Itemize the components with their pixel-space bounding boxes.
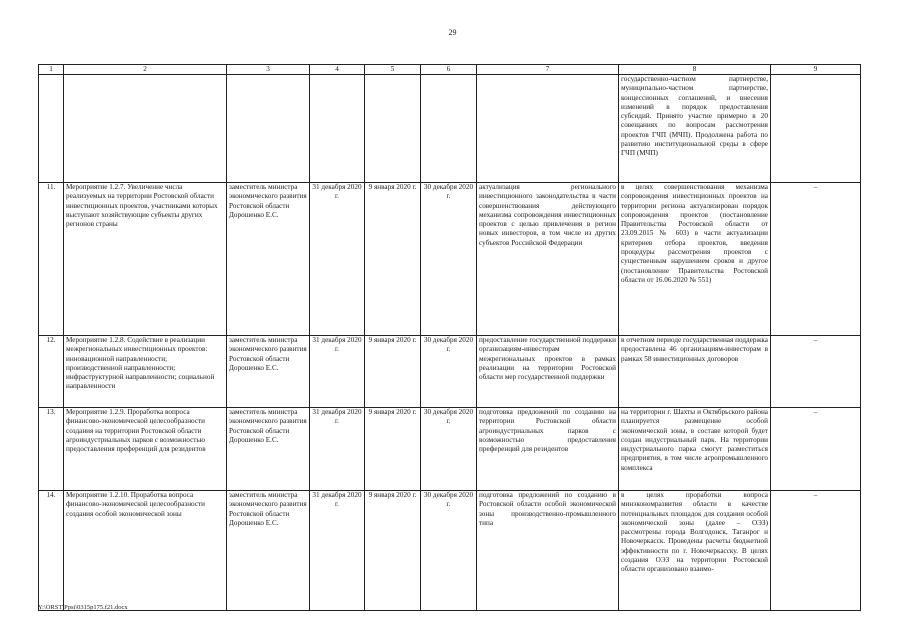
responsible-person: заместитель министра экономического развития Ростовской области Дорошенко Е.С. xyxy=(227,408,310,491)
responsible-person: заместитель министра экономического развития Ростовской области Дорошенко Е.С. xyxy=(227,183,310,336)
cell-empty xyxy=(64,75,227,183)
header-col-8: 8 xyxy=(619,65,771,75)
header-col-2: 2 xyxy=(64,65,227,75)
planned-date: 31 декабря 2020 г. xyxy=(310,183,365,336)
actual-result: на территории г. Шахты и Октябрьского района планируется размещение особой экономической зоны, в составе которой будет создан индустриальный парк. На территории индустриального парка смогут разместиться предприятия, в том числе агропромышленного комплекса xyxy=(619,408,771,491)
event-name: Мероприятие 1.2.9. Проработка вопроса финансово-экономической целесообразности создания на территории Ростовской области агроиндустриальных парков с возможностью предоставления преференций для резидентов xyxy=(64,408,227,491)
cell-empty xyxy=(227,75,310,183)
table-row xyxy=(39,336,861,408)
header-row xyxy=(39,65,861,75)
end-date: 30 декабря 2020 г. xyxy=(421,408,477,491)
header-col-1: 1 xyxy=(39,65,64,75)
file-path-footer: Y:\ORST\Ppsi\0315p175.f21.docx xyxy=(38,604,128,611)
continuation-row xyxy=(39,75,861,183)
row-number: 13. xyxy=(39,408,64,491)
start-date: 9 января 2020 г. xyxy=(365,336,421,408)
row-number: 11. xyxy=(39,183,64,336)
cell-empty xyxy=(310,75,365,183)
cell-empty xyxy=(365,75,421,183)
planned-date: 31 декабря 2020 г. xyxy=(310,491,365,611)
expected-result: предоставление государственной поддержки организациям-инвесторам межрегиональных проектов в рамках реализации на территории Ростовской области мер государственной поддержки xyxy=(477,336,619,408)
continued-result-text: государственно-частном партнерстве, муниципально-частном партнерстве, концессионных соглашений, и внесения изменений в порядок предоставления субсидий. Принято участие примерно в 20 совещаниях по вопросам рассмотрения проектов ГЧП (МЧП). Продолжена работа по развитию институциональной среды в сфере ГЧП (МЧП) xyxy=(619,75,771,183)
table-row xyxy=(39,408,861,491)
table-row xyxy=(39,183,861,336)
note: – xyxy=(771,491,861,611)
planned-date: 31 декабря 2020 г. xyxy=(310,408,365,491)
expected-result: актуализация регионального инвестиционного законодательства в части совершенствования действующего механизма сопровождения инвестиционных проектов с целью привлечения в регион новых инвесторов, в том числе из других субъектов Российской Федерации xyxy=(477,183,619,336)
note: – xyxy=(771,336,861,408)
actual-result: в отчетном периоде государственная поддержка предоставлена 46 организациям-инвесторам в рамках 58 инвестиционных договоров xyxy=(619,336,771,408)
header-col-9: 9 xyxy=(771,65,861,75)
header-col-7: 7 xyxy=(477,65,619,75)
end-date: 30 декабря 2020 г. xyxy=(421,336,477,408)
page-number: 29 xyxy=(448,28,457,37)
expected-result: подготовка предложений по созданию в Ростовской области особой экономической зоны производственно-промышленного типа xyxy=(477,491,619,611)
report-table xyxy=(38,64,861,611)
header-col-3: 3 xyxy=(227,65,310,75)
header-col-4: 4 xyxy=(310,65,365,75)
planned-date: 31 декабря 2020 г. xyxy=(310,336,365,408)
note: – xyxy=(771,408,861,491)
note: – xyxy=(771,183,861,336)
start-date: 9 января 2020 г. xyxy=(365,408,421,491)
start-date: 9 января 2020 г. xyxy=(365,183,421,336)
start-date: 9 января 2020 г. xyxy=(365,491,421,611)
end-date: 30 декабря 2020 г. xyxy=(421,491,477,611)
row-number: 12. xyxy=(39,336,64,408)
expected-result: подготовка предложений по созданию на территории Ростовской области агроиндустриальных парков с возможностью предоставления преференций для резидентов xyxy=(477,408,619,491)
responsible-person: заместитель министра экономического развития Ростовской области Дорошенко Е.С. xyxy=(227,336,310,408)
header-col-6: 6 xyxy=(421,65,477,75)
actual-result: в целях совершенствования механизма сопровождения инвестиционных проектов на территории региона актуализирован порядок сопровождения проектов (постановление Правительства Ростовской области от 23.09.2015 № 603) в части актуализации критериев отбора проектов, введения процедуры рассмотрения проектов с существенным нарушением сроков и другое (постановление Правительства Ростовской области от 16.06.2020 № 551) xyxy=(619,183,771,336)
row-number: 14. xyxy=(39,491,64,611)
cell-empty xyxy=(421,75,477,183)
cell-empty xyxy=(771,75,861,183)
event-name: Мероприятие 1.2.8. Содействие в реализации межрегиональных инвестиционных проектов: инновационной направленности; производственной направленности; инфраструктурной направленности; социальной направленности xyxy=(64,336,227,408)
cell-empty xyxy=(39,75,64,183)
header-col-5: 5 xyxy=(365,65,421,75)
actual-result: в целях проработки вопроса минэкономразвития области в качестве потенциальных площадок для создания особой экономической зоны (далее – ОЭЗ) рассмотрены города Волгодонск, Таганрог и Новочеркасск. Проведены расчеты бюджетной эффективности по г. Новочеркасску. В целях создания ОЭЗ на территории Ростовской области организовано взаимо- xyxy=(619,491,771,611)
cell-empty xyxy=(477,75,619,183)
event-name: Мероприятие 1.2.10. Проработка вопроса финансово-экономической целесообразности создания особой экономической зоны xyxy=(64,491,227,611)
event-name: Мероприятие 1.2.7. Увеличение числа реализуемых на территории Ростовской области инвестиционных проектов, участниками которых выступают хозяйствующие субъекты других регионов страны xyxy=(64,183,227,336)
responsible-person: заместитель министра экономического развития Ростовской области Дорошенко Е.С. xyxy=(227,491,310,611)
table-row xyxy=(39,491,861,611)
end-date: 30 декабря 2020 г. xyxy=(421,183,477,336)
